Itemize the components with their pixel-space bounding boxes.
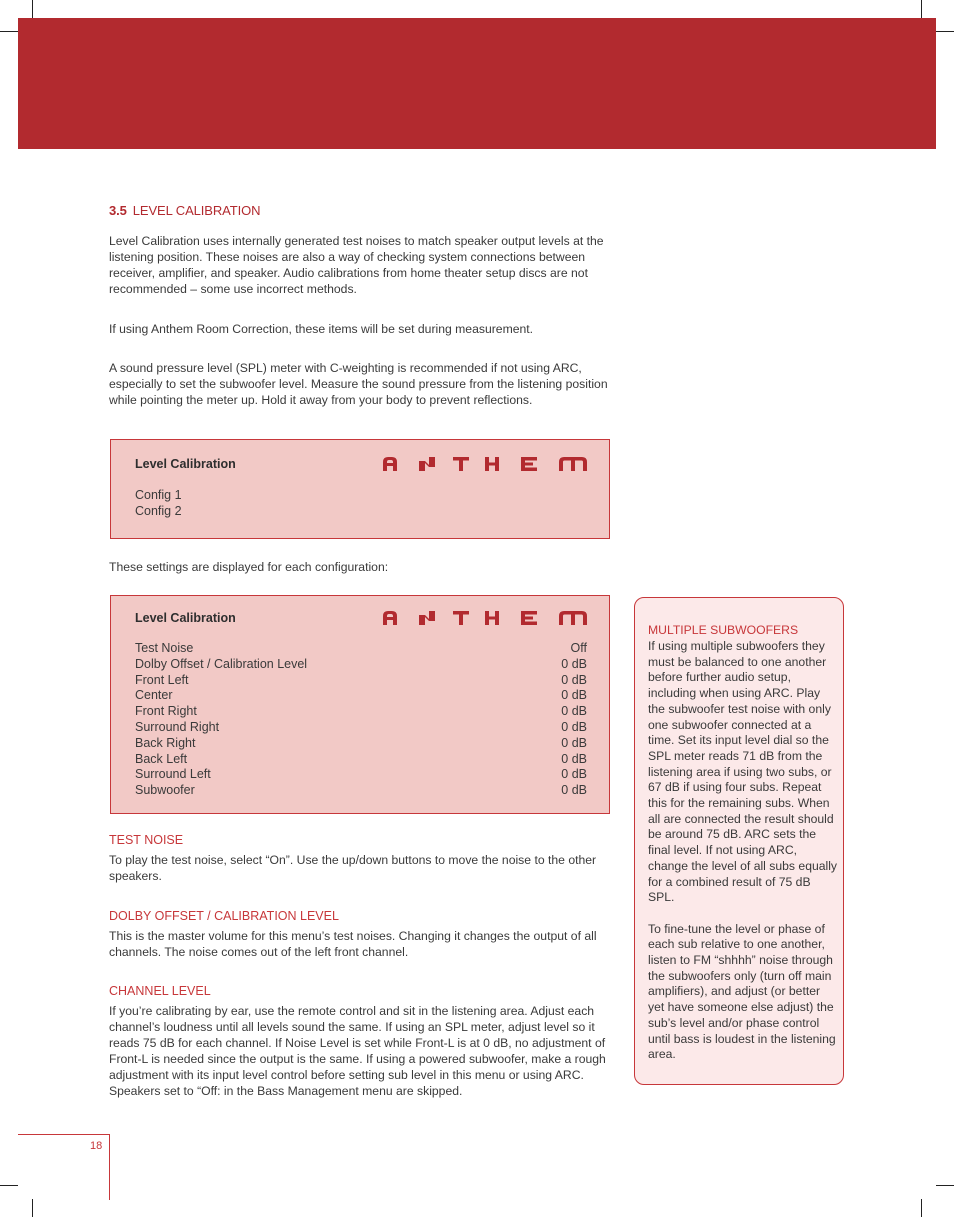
sidebar-title: MULTIPLE SUBWOOFERS xyxy=(648,623,799,637)
crop-mark xyxy=(0,1185,18,1186)
channel-level-paragraph: If you’re calibrating by ear, use the remote control and sit in the listening area. Adjust each channel’s loudness until all levels sound the same. If using an SPL meter, adjust level so it reads 75 dB for each channel. If Noise Level is set while Front-L is at 0 dB, no adjustment of Front-L is needed since the output is the same. If using a powered subwoofer, make a rough adjustment with its input level control before setting sub level in this menu or using ARC. Speakers set to “Off: in the Bass Management menu are skipped. xyxy=(109,1004,606,1098)
page-number: 18 xyxy=(90,1140,103,1152)
setting-label: Dolby Offset / Calibration Level xyxy=(135,656,308,671)
dolby-offset-paragraph: This is the master volume for this menu’s test noises. Changing it changes the output of all channels. The noise comes out of the left front channel. xyxy=(109,929,597,959)
crop-mark xyxy=(32,0,33,18)
setting-label: Back Left xyxy=(135,751,188,766)
crop-mark xyxy=(936,31,954,32)
menu-title: Level Calibration xyxy=(135,457,236,471)
anthem-logo xyxy=(383,611,587,625)
setting-row-test-noise[interactable] xyxy=(135,641,587,657)
setting-row-surround-right[interactable] xyxy=(135,720,587,736)
setting-value: 0 dB xyxy=(561,704,587,719)
setting-row-back-right[interactable] xyxy=(135,736,587,752)
setting-row-subwoofer[interactable] xyxy=(135,783,587,799)
crop-mark xyxy=(921,1199,922,1217)
displayed-paragraph: These settings are displayed for each configuration: xyxy=(109,560,389,574)
crop-mark xyxy=(921,0,922,18)
crop-mark xyxy=(0,31,18,32)
section-heading xyxy=(109,203,260,218)
level-calibration-settings-screen xyxy=(110,595,610,814)
dolby-offset-heading: DOLBY OFFSET / CALIBRATION LEVEL xyxy=(109,909,339,923)
crop-mark xyxy=(32,1199,33,1217)
setting-label: Front Left xyxy=(135,672,189,687)
crop-mark xyxy=(936,1185,954,1186)
multiple-subwoofers-sidebar xyxy=(634,597,844,1085)
setting-row-surround-left[interactable] xyxy=(135,767,587,783)
config-list xyxy=(135,488,587,520)
setting-value: 0 dB xyxy=(561,656,587,671)
sidebar-paragraph: To fine-tune the level or phase of each sub relative to one another, listen to FM “shhhh” noise through the subwoofers only (turn off main amplifiers), and adjust (or better yet have someone else adjust) the sub’s level and/or phase control until bass is loudest in the listening area. xyxy=(648,921,836,1062)
settings-list xyxy=(135,641,587,799)
setting-label: Back Right xyxy=(135,735,196,750)
setting-label: Subwoofer xyxy=(135,783,195,798)
setting-label: Surround Right xyxy=(135,719,220,734)
test-noise-heading: TEST NOISE xyxy=(109,833,184,847)
setting-value: 0 dB xyxy=(561,751,587,766)
setting-value: 0 dB xyxy=(561,767,587,782)
setting-label: Surround Left xyxy=(135,767,211,782)
footer-vertical-rule xyxy=(109,1134,110,1200)
setting-value: 0 dB xyxy=(561,735,587,750)
config-item[interactable]: Config 1 xyxy=(135,488,182,502)
arc-paragraph: If using Anthem Room Correction, these items will be set during measurement. xyxy=(109,322,534,336)
setting-value: 0 dB xyxy=(561,672,587,687)
sidebar-body xyxy=(648,639,838,1063)
setting-label: Test Noise xyxy=(135,641,194,655)
anthem-logo xyxy=(383,457,587,471)
setting-row-back-left[interactable] xyxy=(135,752,587,768)
spl-paragraph: A sound pressure level (SPL) meter with C-weighting is recommended if not using ARC, especially to set the subwoofer level. Measure the sound pressure from the listening position while pointing the meter up. Hold it away from your body to prevent reflections. xyxy=(109,361,608,407)
section-title: LEVEL CALIBRATION xyxy=(132,203,261,218)
setting-row-dolby-offset[interactable] xyxy=(135,657,587,673)
test-noise-paragraph: To play the test noise, select “On”. Use the up/down buttons to move the noise to the other speakers. xyxy=(109,853,597,883)
menu-title: Level Calibration xyxy=(135,611,236,625)
channel-level-heading: CHANNEL LEVEL xyxy=(109,984,211,998)
setting-value: 0 dB xyxy=(561,688,587,703)
intro-paragraph: Level Calibration uses internally generated test noises to match speaker output levels at the listening position. These noises are also a way of checking system connections between receiver, amplifier, and speaker. Audio calibrations from home theater setup discs are not recommended – some use incorrect methods. xyxy=(109,234,604,296)
setting-row-center[interactable] xyxy=(135,688,587,704)
level-calibration-menu-screen xyxy=(110,439,610,539)
header-banner xyxy=(18,18,936,149)
section-number: 3.5 xyxy=(109,203,127,218)
footer-rule xyxy=(18,1134,109,1135)
config-item[interactable]: Config 2 xyxy=(135,503,182,518)
setting-row-front-right[interactable] xyxy=(135,704,587,720)
setting-label: Center xyxy=(135,688,173,703)
setting-value: 0 dB xyxy=(561,783,587,798)
setting-row-front-left[interactable] xyxy=(135,673,587,689)
setting-value: 0 dB xyxy=(561,719,587,734)
setting-value: Off xyxy=(570,641,587,655)
sidebar-paragraph: If using multiple subwoofers they must be balanced to one another before further audio setup, including when using ARC. Play the subwoofer test noise with only one subwoofer connected at a time. Set its input level dial so the SPL meter reads 71 dB from the listening area if using two subs, or 67 dB if using four subs. Repeat this for the remaining subs. When all are connected the result should be around 75 dB. ARC sets the final level. If not using ARC, change the level of all subs equally for a combined result of 75 dB SPL. xyxy=(648,639,838,905)
setting-label: Front Right xyxy=(135,704,197,719)
